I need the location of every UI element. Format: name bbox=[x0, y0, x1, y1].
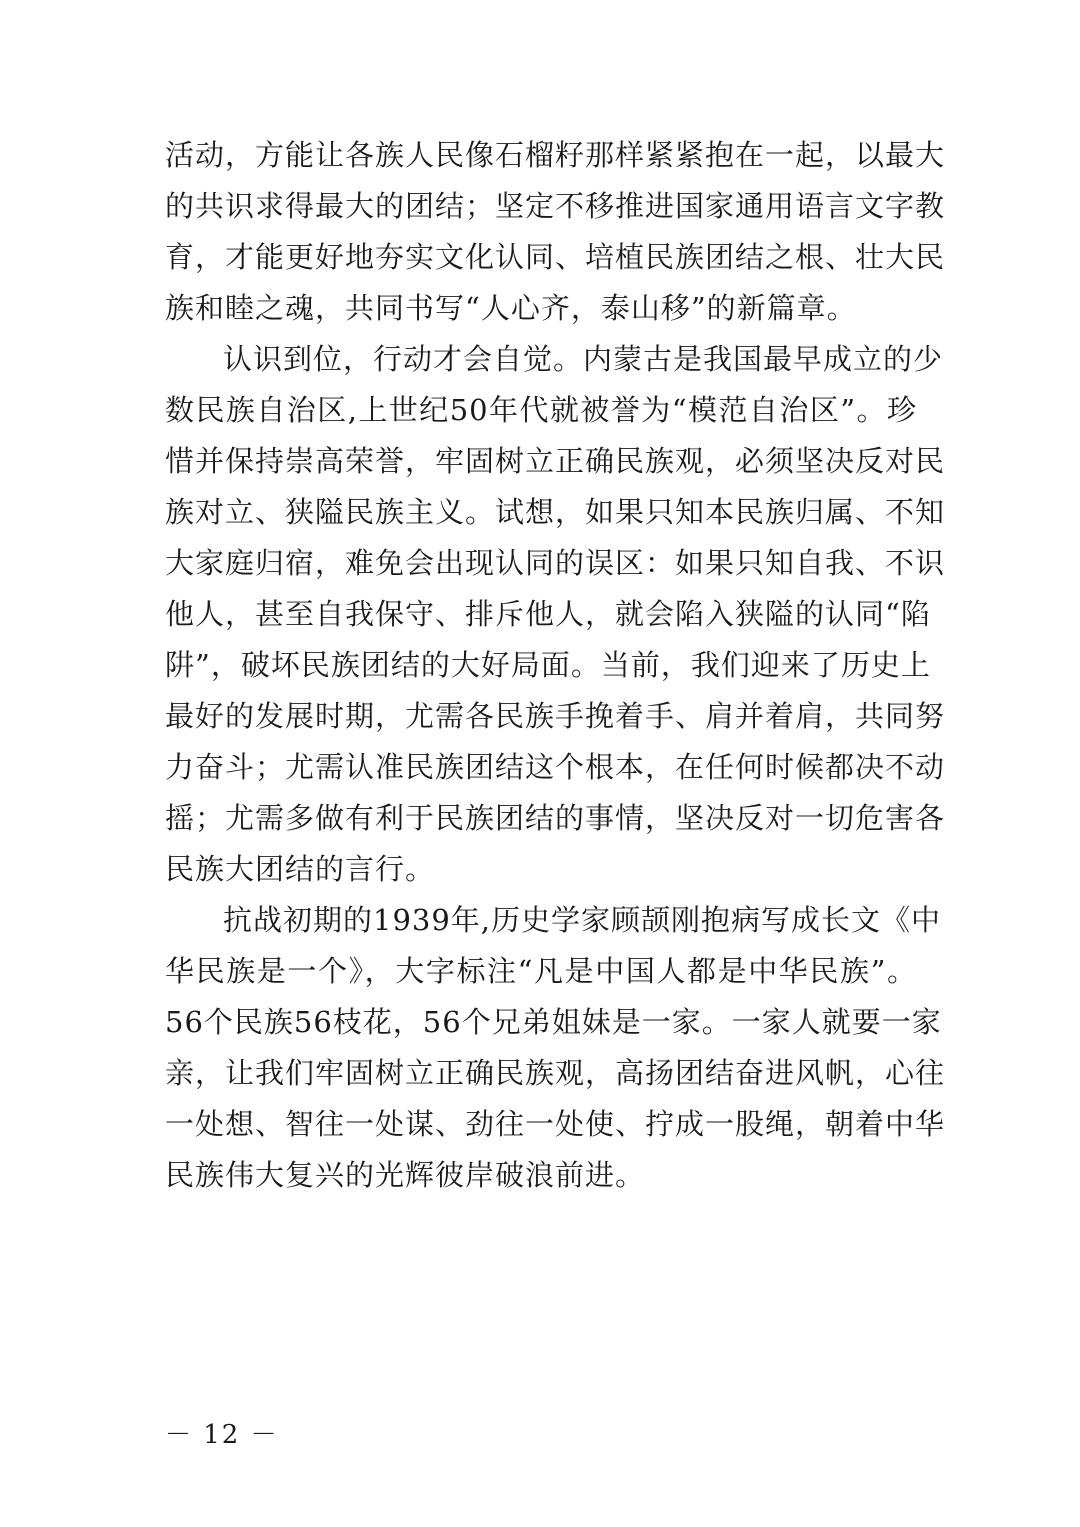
text-line: 数民族自治区,上世纪50年代就被誉为“模范自治区”。珍 bbox=[165, 393, 917, 427]
text-line: 阱”，破坏民族团结的大好局面。当前，我们迎来了历史上 bbox=[165, 648, 931, 682]
text-line: 他人，甚至自我保守、排斥他人，就会陷入狭隘的认同“陷 bbox=[165, 597, 931, 631]
paragraph-start-line: 认识到位，行动才会自觉。内蒙古是我国最早成立的少 bbox=[223, 342, 944, 376]
text-line: 亲，让我们牢固树立正确民族观，高扬团结奋进风帆，心往 bbox=[165, 1056, 946, 1090]
text-line: 最好的发展时期，尤需各民族手挽着手、肩并着肩，共同努 bbox=[165, 699, 946, 733]
text-line: 的共识求得最大的团结；坚定不移推进国家通用语言文字教 bbox=[165, 189, 946, 223]
text-line: 族和睦之魂，共同书写“人心齐，泰山移”的新篇章。 bbox=[165, 291, 857, 325]
text-line: 育，才能更好地夯实文化认同、培植民族团结之根、壮大民 bbox=[165, 240, 946, 274]
text-line: 活动，方能让各族人民像石榴籽那样紧紧抱在一起，以最大 bbox=[165, 138, 946, 172]
text-line: 惜并保持崇高荣誉，牢固树立正确民族观，必须坚决反对民 bbox=[165, 444, 946, 478]
text-line: 摇；尤需多做有利于民族团结的事情，坚决反对一切危害各 bbox=[165, 801, 946, 835]
text-line: 民族伟大复兴的光辉彼岸破浪前进。 bbox=[165, 1158, 646, 1192]
text-line: 力奋斗；尤需认准民族团结这个根本，在任何时候都决不动 bbox=[165, 750, 946, 784]
text-line: 56个民族56枝花，56个兄弟姐妹是一家。一家人就要一家 bbox=[165, 1005, 942, 1039]
text-line: 族对立、狭隘民族主义。试想，如果只知本民族归属、不知 bbox=[165, 495, 946, 529]
text-line: 一处想、智往一处谋、劲往一处使、拧成一股绳，朝着中华 bbox=[165, 1107, 946, 1141]
page-number: － 12 － bbox=[165, 1420, 279, 1450]
body-text bbox=[165, 130, 946, 1201]
text-line: 华民族是一个》，大字标注“凡是中国人都是中华民族”。 bbox=[165, 954, 917, 988]
paragraph-start-line: 抗战初期的1939年,历史学家顾颉刚抱病写成长文《中 bbox=[223, 903, 942, 937]
text-line: 大家庭归宿，难免会出现认同的误区：如果只知自我、不识 bbox=[165, 546, 946, 580]
text-line: 民族大团结的言行。 bbox=[165, 852, 436, 886]
